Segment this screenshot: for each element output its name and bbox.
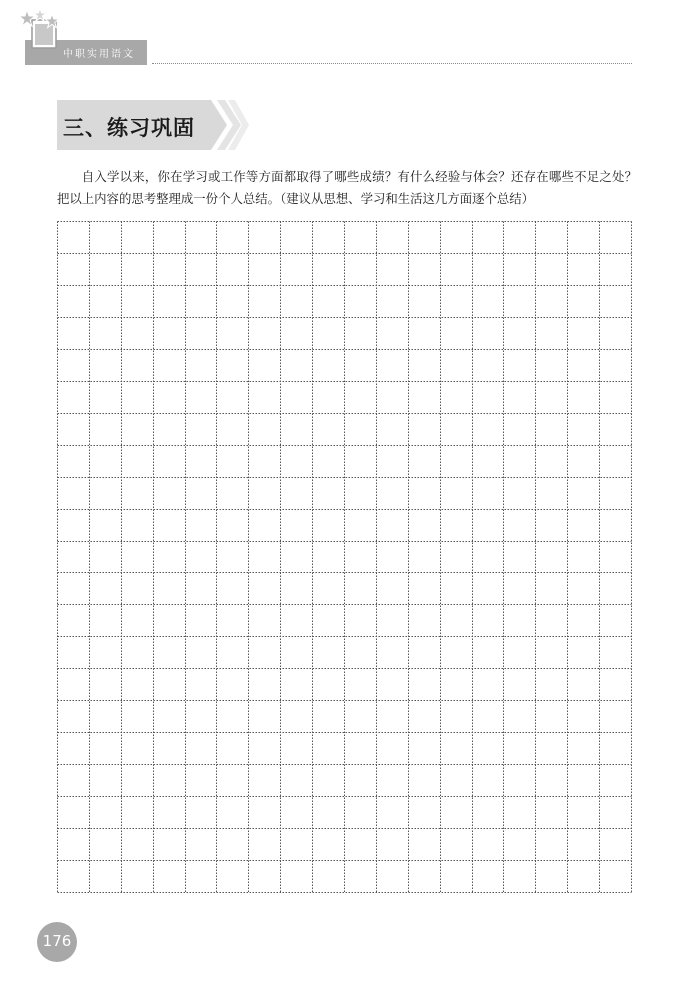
exercise-prompt: 自入学以来，你在学习或工作等方面都取得了哪些成绩？有什么经验与体会？还存在哪些不足之处？把以上内容的思考整理成一份个人总结。（建议从思想、学习和生活这几方面逐个总结）: [57, 169, 637, 206]
grid-svg: [57, 221, 632, 893]
star-book-icon: [18, 8, 64, 58]
header-dotted-rule: [152, 63, 632, 64]
page-number: 176: [42, 932, 72, 950]
writing-grid: [57, 221, 632, 893]
book-title: 中职实用语文: [63, 49, 135, 60]
section-title: 三、练习巩固: [63, 116, 195, 140]
page-number-badge: [37, 922, 77, 962]
section-heading: [57, 100, 249, 150]
